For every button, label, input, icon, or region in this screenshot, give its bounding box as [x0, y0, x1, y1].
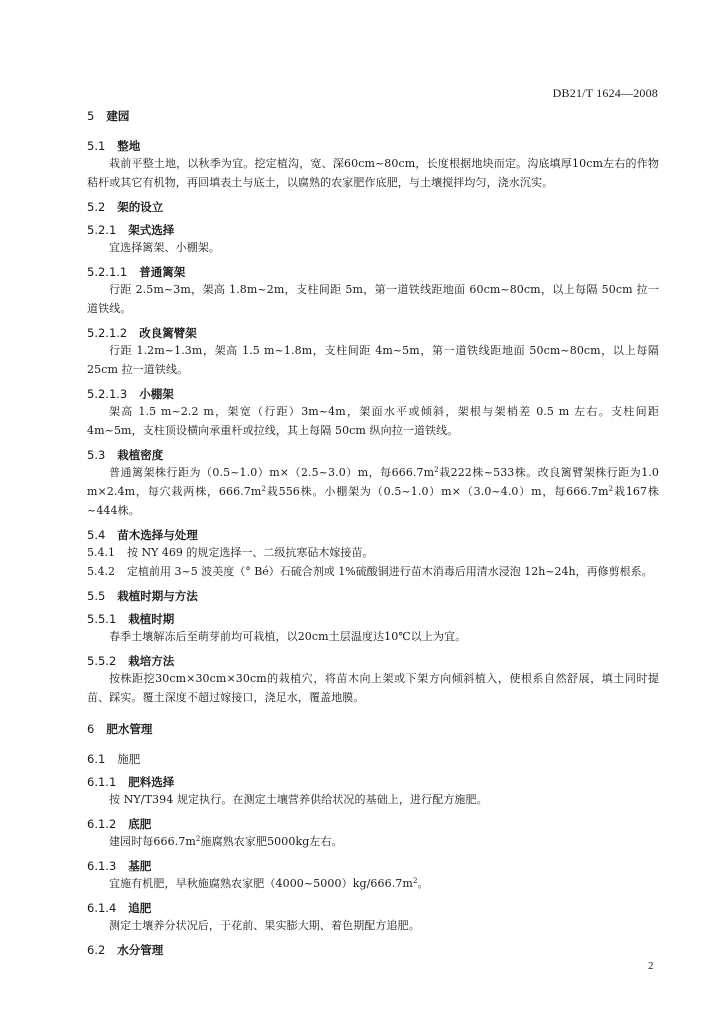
- section-6-1-3-text: 宜施有机肥，早秋施腐熟农家肥$(4000\sim 5000)kg/666.7m^2$。: [109, 877, 429, 890]
- section-6-1-2-text: 建园时每$666.7m^2$施腐熟农家肥5000kg左右。: [109, 835, 343, 848]
- section-5-4-heading: 5.4 苗木选择与处理: [87, 528, 198, 542]
- section-5-4-1-text: 5.4.1 按 NY 469 的规定选择一、二级抗寒砧木嫁接苗。: [87, 546, 374, 559]
- section-5-5-2-heading: 5.5.2 栽培方法: [87, 654, 175, 668]
- section-6-1-heading: 6.1 施肥: [87, 752, 141, 766]
- page-number: 2: [648, 960, 654, 972]
- section-6-1-3-heading: 6.1.3 基肥: [87, 859, 152, 873]
- section-6-1-1-text: 按 NY/T394 规定执行。在测定土壤营养供给状况的基础上，进行配方施肥。: [109, 793, 488, 806]
- section-5-2-1-3-text: 架高 1.5 m~2.2 m，架宽（行距）3m~4m，架面水平或倾斜，架根与架梢差 0.5 m 左右。支柱间距 4m~5m，支柱顶设横向承重杆或拉线，其上每隔 50cm 纵向拉一道铁线。: [87, 405, 659, 437]
- section-6-2-heading: 6.2 水分管理: [87, 943, 164, 957]
- section-5-4-2-text: 5.4.2 定植前用 3~5 波美度（° Bé）石硫合剂或 1%硫酸铜进行苗木消毒后用清水浸泡 12h~24h，再修剪根系。: [87, 565, 653, 578]
- page-content: [87, 108, 659, 958]
- section-5-heading: 5 建园: [87, 109, 130, 123]
- section-5-2-1-text: 宜选择篱架、小棚架。: [109, 241, 220, 254]
- standard-code: DB21/T 1624—2008: [552, 86, 658, 100]
- section-5-2-1-2-text: 行距 1.2m~1.3m，架高 1.5 m~1.8m，支柱间距 4m~5m，第一道铁线距地面 50cm~80cm，以上每隔 25cm 拉一道铁线。: [87, 344, 659, 376]
- section-6-1-4-text: 测定土壤养分状况后，于花前、果实膨大期、着色期配方追肥。: [109, 919, 420, 932]
- section-5-2-1-3-heading: 5.2.1.3 小棚架: [87, 387, 174, 401]
- section-5-5-heading: 5.5 栽植时期与方法: [87, 589, 198, 603]
- section-6-1-1-heading: 6.1.1 肥料选择: [87, 775, 175, 789]
- section-5-1-heading: 5.1 整地: [87, 139, 141, 153]
- section-6-1-4-heading: 6.1.4 追肥: [87, 901, 152, 915]
- section-5-2-1-1-heading: 5.2.1.1 普通篱架: [87, 265, 186, 279]
- section-5-3-text: 普通篱架株行距为（0.5~1.0）m×（2.5~3.0）m，每$666.7m^2$栽222株~533株。改良篱臂架株行距为1.0 m×2.4m，每穴栽两株，$666.7m^2$栽556株。小棚架为（0.5~1.0）m×（3.0~4.0）m，每$666.7m^2$栽167株~444株。: [87, 466, 659, 517]
- section-6-heading: 6 肥水管理: [87, 722, 153, 736]
- section-6-1-2-heading: 6.1.2 底肥: [87, 817, 152, 831]
- section-5-5-2-text: 按株距挖30cm×30cm×30cm的栽植穴，将苗木向上架或下架方向倾斜植入，使根系自然舒展，填土同时提苗、踩实。覆土深度不超过嫁接口，浇足水，覆盖地膜。: [87, 672, 659, 704]
- section-5-2-heading: 5.2 架的设立: [87, 200, 164, 214]
- section-5-1-text: 栽前平整土地，以秋季为宜。挖定植沟，宽、深60cm~80cm，长度根据地块而定。沟底填厚10cm左右的作物秸杆或其它有机物，再回填表土与底土，以腐熟的农家肥作底肥，与土壤搅拌均匀，浇水沉实。: [87, 157, 659, 189]
- section-5-5-1-text: 春季土壤解冻后至萌芽前均可栽植，以20cm土层温度达10℃以上为宜。: [109, 630, 467, 643]
- section-5-2-1-2-heading: 5.2.1.2 改良篱臂架: [87, 326, 197, 340]
- section-5-2-1-heading: 5.2.1 架式选择: [87, 223, 175, 237]
- section-5-3-heading: 5.3 栽植密度: [87, 448, 164, 462]
- section-5-5-1-heading: 5.5.1 栽植时期: [87, 612, 175, 626]
- section-5-2-1-1-text: 行距 2.5m~3m，架高 1.8m~2m，支柱间距 5m，第一道铁线距地面 60cm~80cm，以上每隔 50cm 拉一道铁线。: [87, 283, 659, 315]
